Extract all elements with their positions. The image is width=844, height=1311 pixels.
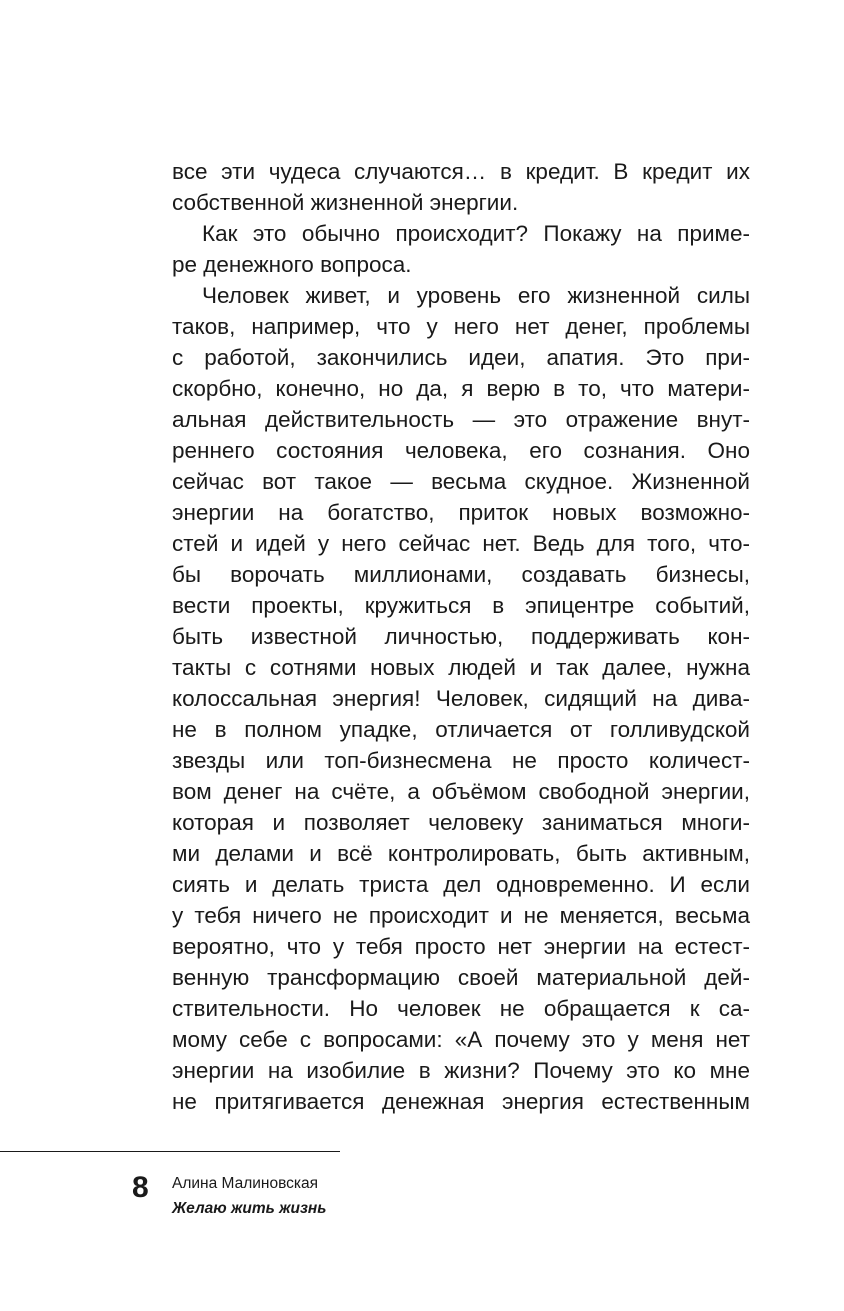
text-line: венную трансформацию своей материальной дей- — [172, 965, 750, 990]
text-line: собственной жизненной энергии. — [172, 190, 519, 215]
footer-divider — [0, 1151, 340, 1152]
text-line: бы ворочать миллионами, создавать бизнесы, — [172, 562, 750, 587]
text-line: энергии на богатство, приток новых возможно- — [172, 500, 750, 525]
text-line: не в полном упадке, отличается от голливудской — [172, 717, 750, 742]
text-line: скорбно, конечно, но да, я верю в то, что матери- — [172, 376, 750, 401]
text-line: вести проекты, кружиться в эпицентре событий, — [172, 593, 750, 618]
book-title: Желаю жить жизнь — [172, 1200, 327, 1217]
text-line: сиять и делать триста дел одновременно. И если — [172, 872, 750, 897]
text-line: Человек живет, и уровень его жизненной силы — [202, 283, 750, 308]
text-line: энергии на изобилие в жизни? Почему это ко мне — [172, 1058, 750, 1083]
text-line: которая и позволяет человеку заниматься многи- — [172, 810, 750, 835]
text-line: звезды или топ-бизнесмена не просто количест- — [172, 748, 750, 773]
text-line: сейчас вот такое — весьма скудное. Жизненной — [172, 469, 750, 494]
body-text — [172, 156, 750, 1117]
page-number: 8 — [132, 1171, 149, 1204]
text-line: мому себе с вопросами: «А почему это у меня нет — [172, 1027, 750, 1052]
text-line: ре денежного вопроса. — [172, 252, 412, 277]
text-line: быть известной личностью, поддерживать кон- — [172, 624, 750, 649]
text-line: альная действительность — это отражение внут- — [172, 407, 750, 432]
text-line: реннего состояния человека, его сознания. Оно — [172, 438, 750, 463]
text-line: все эти чудеса случаются… в кредит. В кредит их — [172, 159, 750, 184]
author-name: Алина Малиновская — [172, 1175, 319, 1192]
text-line: вероятно, что у тебя просто нет энергии на естест- — [172, 934, 750, 959]
text-line: стей и идей у него сейчас нет. Ведь для того, что- — [172, 531, 750, 556]
text-line: ствительности. Но человек не обращается к са- — [172, 996, 750, 1021]
text-line: не притягивается денежная энергия естественным — [172, 1089, 750, 1114]
text-line: с работой, закончились идеи, апатия. Это при- — [172, 345, 750, 370]
text-line: таков, например, что у него нет денег, проблемы — [172, 314, 750, 339]
text-line: Как это обычно происходит? Покажу на приме- — [202, 221, 750, 246]
text-line: у тебя ничего не происходит и не меняется, весьма — [172, 903, 750, 928]
text-line: колоссальная энергия! Человек, сидящий на дива- — [172, 686, 750, 711]
text-line: ми делами и всё контролировать, быть активным, — [172, 841, 750, 866]
text-line: вом денег на счёте, а объёмом свободной энергии, — [172, 779, 750, 804]
text-line: такты с сотнями новых людей и так далее, нужна — [172, 655, 750, 680]
